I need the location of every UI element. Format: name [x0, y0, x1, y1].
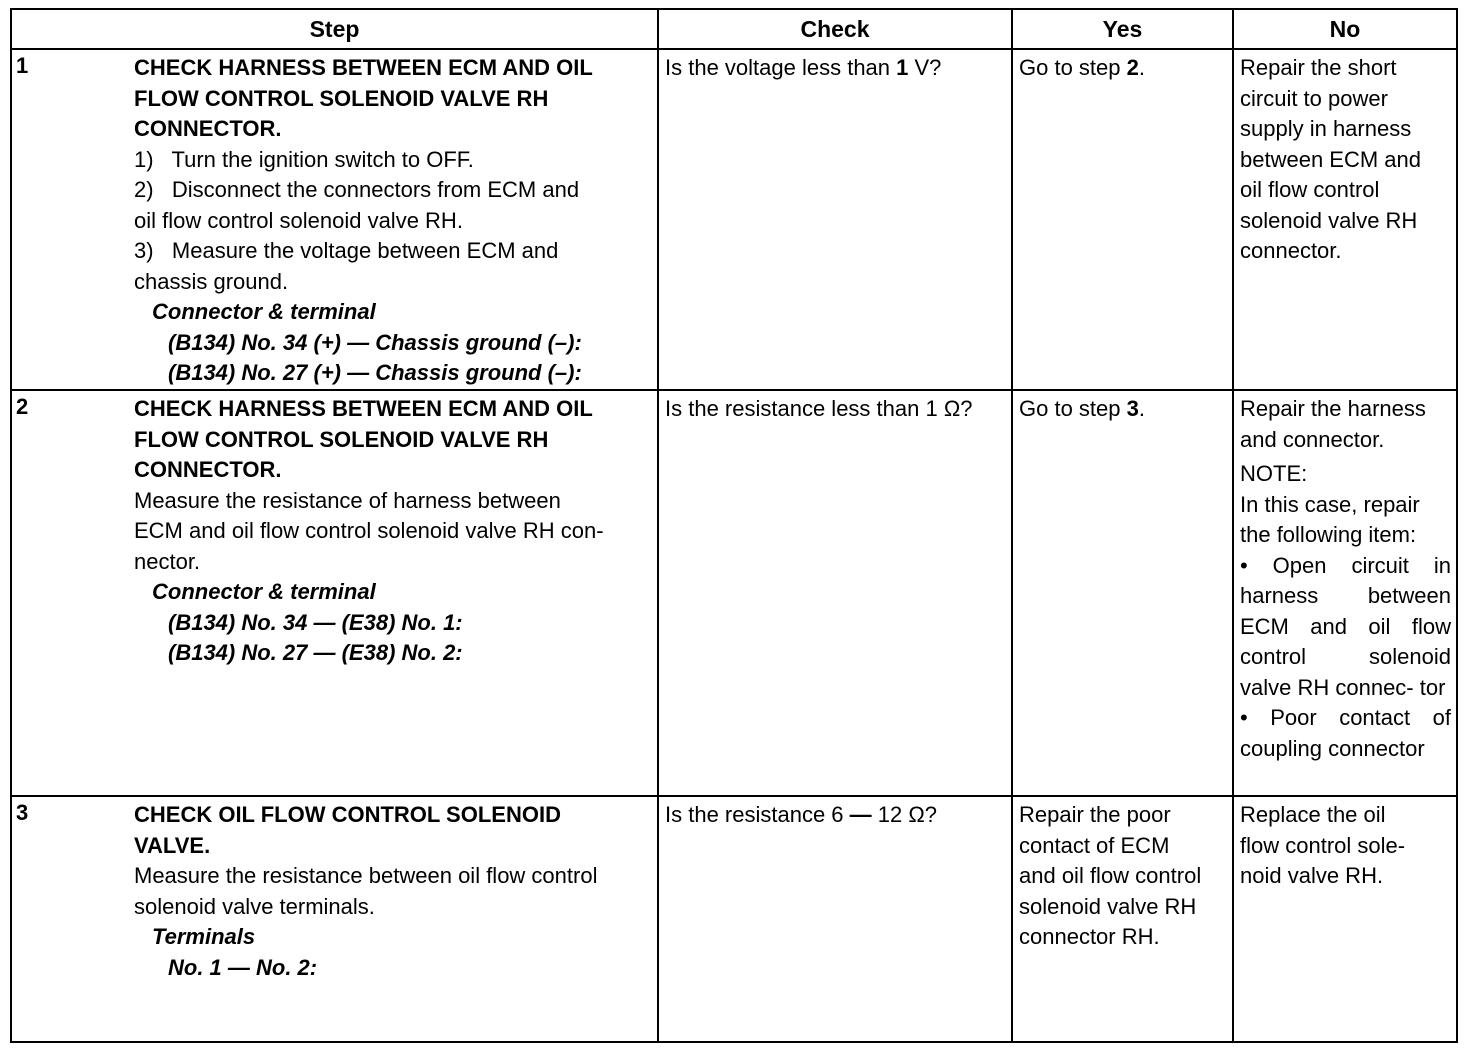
table-row [11, 390, 1457, 796]
terminal-spec: (B134) No. 27 (+) — Chassis ground (–): [168, 360, 582, 385]
no-line: Replace the oil [1240, 802, 1386, 827]
header-yes: Yes [1012, 9, 1233, 49]
terminals-heading: Terminals [152, 924, 256, 949]
step-instruction: 2) Disconnect the connectors from ECM and [134, 177, 580, 202]
no-line: connector. [1240, 238, 1342, 263]
yes-cell [1012, 796, 1233, 1042]
step-instruction: 3) Measure the voltage between ECM and [134, 238, 559, 263]
note-line: In this case, repair [1240, 491, 1420, 517]
no-line: circuit to power [1240, 85, 1388, 111]
step-instruction: Measure the resistance between oil flow control [134, 863, 598, 888]
header-row [11, 9, 1457, 49]
step-title-line: CHECK OIL FLOW CONTROL SOLENOID [134, 802, 561, 827]
yes-step-ref: 2 [1126, 55, 1139, 80]
yes-line: solenoid valve RH [1019, 893, 1197, 919]
bullet-item: • Poor contact of coupling connector [1240, 705, 1451, 761]
step-cell [11, 390, 658, 796]
step-number: 2 [16, 394, 29, 419]
check-value: 1 [896, 55, 909, 80]
connector-heading: Connector & terminal [152, 579, 376, 604]
no-cell [1233, 390, 1457, 796]
check-suffix: V? [908, 55, 942, 80]
step-title-line: VALVE. [134, 832, 211, 858]
yes-step-ref: 3 [1126, 396, 1139, 421]
header-check: Check [658, 9, 1012, 49]
header-no: No [1233, 9, 1457, 49]
step-title-line: FLOW CONTROL SOLENOID VALVE RH [134, 85, 549, 111]
table-row [11, 49, 1457, 390]
no-line: solenoid valve RH [1240, 207, 1418, 233]
step-instruction: ECM and oil flow control solenoid valve RH con- [134, 518, 604, 543]
step-title-line: CONNECTOR. [134, 116, 282, 141]
step-title [134, 394, 651, 486]
yes-line: contact of ECM [1019, 832, 1170, 858]
no-line: supply in harness [1240, 116, 1412, 141]
header-step: Step [11, 9, 658, 49]
connector-heading: Connector & terminal [152, 299, 376, 324]
terminal-spec: No. 1 — No. 2: [168, 954, 318, 980]
terminal-spec: (B134) No. 34 (+) — Chassis ground (–): [168, 329, 582, 355]
terminal-spec: (B134) No. 27 — (E38) No. 2: [168, 640, 463, 665]
terminal-spec: (B134) No. 34 — (E38) No. 1: [168, 609, 463, 635]
step-number: 3 [16, 800, 29, 825]
check-cell [658, 796, 1012, 1042]
step-instruction: chassis ground. [134, 268, 289, 294]
no-cell [1233, 796, 1457, 1042]
no-line: oil flow control [1240, 177, 1380, 202]
no-line: Repair the short [1240, 55, 1397, 80]
yes-line: Repair the poor [1019, 802, 1171, 827]
yes-text: Go to step [1019, 55, 1127, 80]
yes-suffix: . [1138, 396, 1145, 421]
step-instruction: 1) Turn the ignition switch to OFF. [134, 146, 474, 172]
step-title [134, 800, 651, 861]
step-title-line: FLOW CONTROL SOLENOID VALVE RH [134, 426, 549, 452]
step-title-line: CONNECTOR. [134, 457, 282, 482]
step-cell [11, 49, 658, 390]
no-line: noid valve RH. [1240, 863, 1384, 888]
yes-cell [1012, 390, 1233, 796]
step-title [134, 53, 651, 145]
check-suffix: 12 Ω? [871, 802, 938, 827]
check-text: Is the resistance less than 1 Ω? [665, 396, 973, 421]
step-title-line: CHECK HARNESS BETWEEN ECM AND OIL [134, 396, 593, 421]
no-line: Repair the harness [1240, 396, 1426, 421]
step-instruction: Measure the resistance of harness between [134, 487, 561, 513]
bullet-item: • Open circuit in harness between ECM and oil flow control solenoid valve RH connec- tor [1240, 552, 1451, 700]
no-cell [1233, 49, 1457, 390]
step-title-line: CHECK HARNESS BETWEEN ECM AND OIL [134, 55, 593, 80]
check-dash: — [849, 802, 872, 827]
no-line: flow control sole- [1240, 832, 1406, 858]
yes-line: connector RH. [1019, 924, 1160, 949]
check-text: Is the resistance 6 [665, 802, 850, 827]
yes-text: Go to step [1019, 396, 1127, 421]
step-instruction: nector. [134, 548, 201, 574]
check-cell [658, 390, 1012, 796]
step-number: 1 [16, 53, 29, 78]
no-line: and connector. [1240, 426, 1385, 452]
table-row [11, 796, 1457, 1042]
yes-line: and oil flow control [1019, 863, 1202, 888]
check-cell [658, 49, 1012, 390]
diagnostic-table [10, 8, 1458, 1043]
step-cell [11, 796, 658, 1042]
no-line: between ECM and [1240, 146, 1421, 172]
step-instruction: oil flow control solenoid valve RH. [134, 207, 463, 233]
step-instruction: solenoid valve terminals. [134, 893, 375, 919]
yes-cell [1012, 49, 1233, 390]
note-label: NOTE: [1240, 461, 1308, 486]
note-line: the following item: [1240, 522, 1417, 547]
yes-suffix: . [1138, 55, 1145, 80]
check-text: Is the voltage less than [665, 55, 897, 80]
